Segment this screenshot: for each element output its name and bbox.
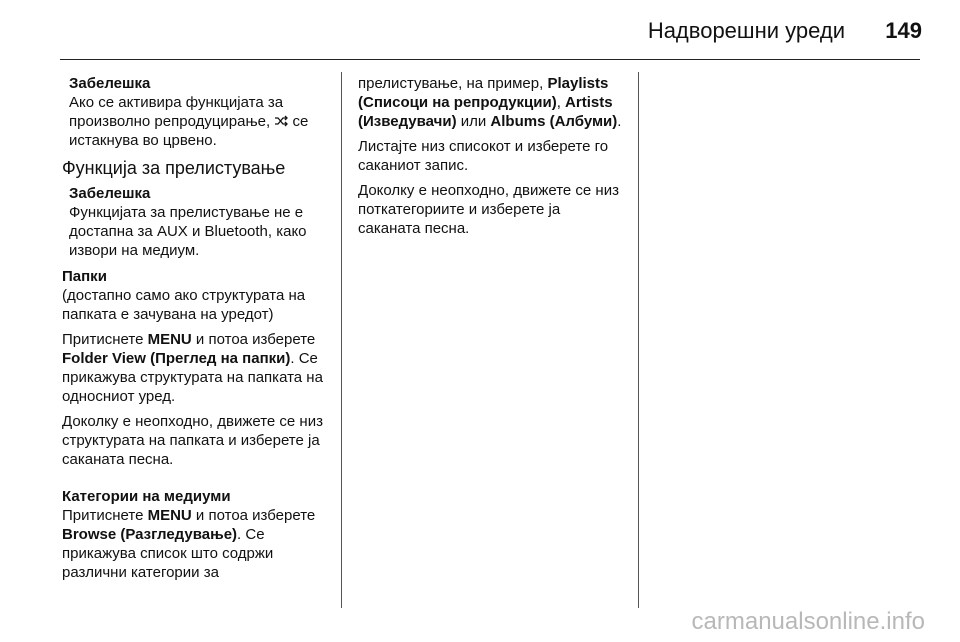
text: , — [556, 94, 566, 111]
playlists-label: Playlists (Списоци на репродукции) — [358, 75, 609, 111]
note-text — [69, 93, 334, 150]
page-header-title: Надворешни уреди — [647, 18, 845, 43]
note-text-a: Ако се активира функцијата за произволно репродуцирање, — [69, 94, 284, 130]
note-text: Функцијата за прелистување не е достапна за AUX и Bluetooth, како извори на медиум. — [69, 204, 307, 259]
text: или — [456, 113, 491, 130]
section-heading-browse: Функција за прелистување — [62, 158, 286, 178]
left-column — [62, 74, 334, 588]
text: . — [617, 113, 622, 130]
folder-view-label: Folder View (Преглед на папки) — [62, 350, 291, 367]
note-title: Забелешка — [69, 75, 151, 92]
note-title: Забелешка — [69, 185, 151, 202]
shuffle-icon — [274, 115, 288, 127]
text: . Се прикажува список што содржи различни категории за — [62, 526, 274, 581]
text: Притиснете — [62, 507, 148, 524]
artists-label: Artists (Изведувачи) — [358, 94, 613, 130]
column-divider-1 — [341, 72, 342, 608]
note-browse — [62, 184, 334, 260]
page-number: 149 — [885, 18, 922, 43]
media-categories-title: Категории на медиуми — [62, 488, 231, 505]
middle-column — [358, 74, 626, 244]
menu-label: MENU — [147, 331, 192, 348]
menu-label: MENU — [147, 507, 192, 524]
watermark: carmanualsonline.info — [691, 608, 925, 635]
albums-label: Albums (Албуми) — [490, 113, 618, 130]
folders-paragraph-1: (достапно само ако структурата на папката е зачувана на уредот) — [62, 287, 306, 323]
categories-paragraph — [358, 74, 626, 131]
text: прелистување, на пример, — [358, 75, 548, 92]
column-divider-2 — [638, 72, 639, 608]
folders-paragraph-2 — [62, 330, 334, 406]
folders-paragraph-3: Доколку е неопходно, движете се низ структурата на папката и изберете ја саканата песна. — [62, 413, 323, 468]
text: Притиснете — [62, 331, 148, 348]
text: и потоа изберете — [191, 331, 316, 348]
header-rule — [60, 59, 920, 60]
browse-label: Browse (Разгледување) — [62, 526, 238, 543]
subcategories-paragraph: Доколку е неопходно, движете се низ поткатегориите и изберете ја саканата песна. — [358, 182, 619, 237]
note-text-b: се истакнува во црвено. — [69, 113, 309, 149]
folders-title: Папки — [62, 268, 107, 285]
scroll-list-paragraph: Листајте низ списокот и изберете го саканиот запис. — [358, 138, 609, 174]
text: и потоа изберете — [191, 507, 316, 524]
media-categories-paragraph — [62, 506, 334, 582]
text: . Се прикажува структурата на папката на односниот уред. — [62, 350, 323, 405]
note-shuffle — [62, 74, 334, 150]
